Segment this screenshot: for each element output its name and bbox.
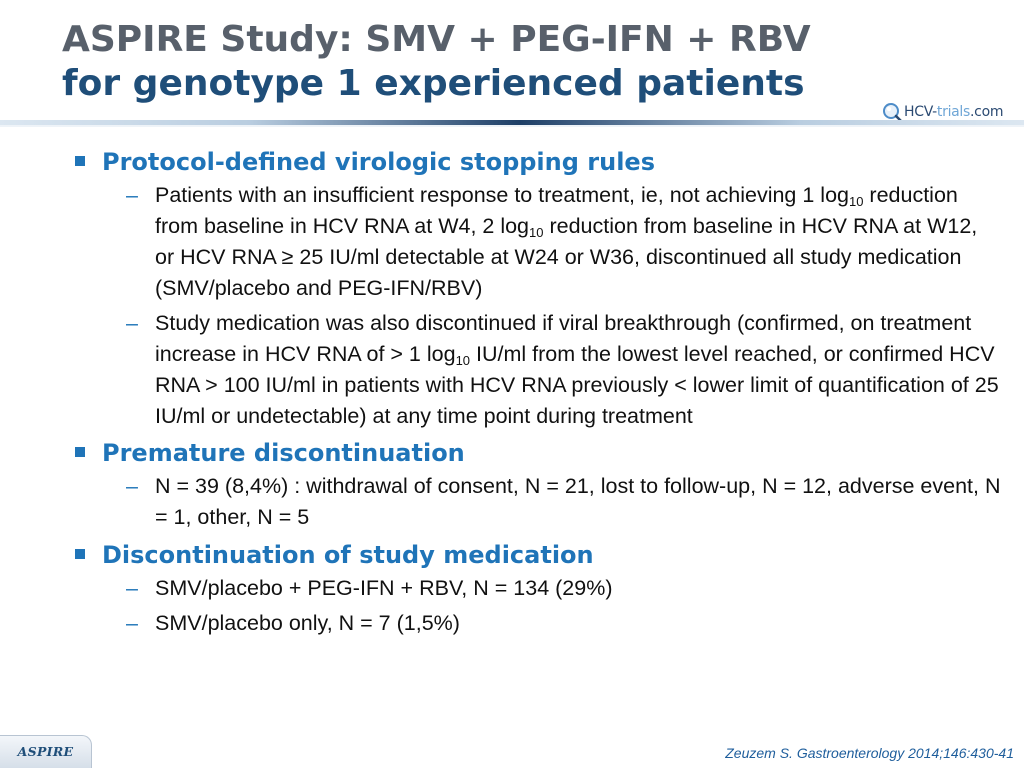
bullet-heading: Premature discontinuation <box>102 439 465 467</box>
text-run: reduction from baseline in HCV RNA at W12, or HCV RNA ≥ 25 IU/ml detectable at W24 or W36, discontinued all study medication (SMV/placebo and PEG-IFN/RBV) <box>155 214 978 300</box>
bullet-medication-discontinuation <box>72 538 1002 572</box>
bullet-square-icon <box>75 156 85 166</box>
study-badge <box>0 735 92 768</box>
text-run: Study medication was also discontinued if viral breakthrough (confirmed, on treatment increase in HCV RNA of > 1 log <box>155 311 972 366</box>
subscript-10: 10 <box>529 225 544 240</box>
logo-text-prefix: HCV- <box>904 104 937 120</box>
sub-bullet-text <box>155 311 999 428</box>
dash-marker: – <box>126 576 138 600</box>
header-divider-highlight <box>0 125 1024 127</box>
citation: Zeuzem S. Gastroenterology 2014;146:430-41 <box>725 745 1014 761</box>
sub-bullet-insufficient-response <box>72 180 1002 304</box>
title-line-2: for genotype 1 experienced patients <box>62 63 805 104</box>
bullet-heading: Protocol-defined virologic stopping rules <box>102 148 655 176</box>
subscript-10: 10 <box>848 194 864 209</box>
logo-text <box>904 102 1003 122</box>
sub-bullet-text: N = 39 (8,4%) : withdrawal of consent, N = 21, lost to follow-up, N = 12, adverse event, N = 1, other, N = 5 <box>155 474 1001 529</box>
logo-text-suffix: .com <box>970 104 1004 120</box>
subscript-10: 10 <box>455 353 471 368</box>
bullet-stopping-rules <box>72 145 1002 179</box>
dash-marker: – <box>126 183 138 207</box>
text-run: Patients with an insufficient response to treatment, ie, not achieving 1 log <box>155 183 849 207</box>
bullet-square-icon <box>75 447 85 457</box>
logo-text-trials: trials <box>936 104 971 120</box>
study-badge-label: ASPIRE <box>17 744 74 759</box>
text-run: reduction from baseline in HCV RNA at W4, 2 log <box>155 183 958 238</box>
sub-bullet-text: SMV/placebo + PEG-IFN + RBV, N = 134 (29%) <box>155 576 613 600</box>
bullet-square-icon <box>75 549 85 559</box>
dash-marker: – <box>126 474 138 498</box>
title-line-1: ASPIRE Study: SMV + PEG-IFN + RBV <box>62 19 811 60</box>
sub-bullet-text: SMV/placebo only, N = 7 (1,5%) <box>155 611 460 635</box>
sub-bullet-placebo-only <box>72 608 1002 639</box>
bullet-heading: Discontinuation of study medication <box>102 541 594 569</box>
sub-bullet-discontinuation-counts <box>72 471 1002 533</box>
bullet-premature-discontinuation <box>72 436 1002 470</box>
slide-title <box>62 18 811 106</box>
dash-marker: – <box>126 311 138 335</box>
magnifier-icon <box>882 102 902 122</box>
sub-bullet-all-medication <box>72 573 1002 604</box>
sub-bullet-viral-breakthrough <box>72 308 1002 432</box>
dash-marker: – <box>126 611 138 635</box>
slide-body <box>72 145 1002 639</box>
sub-bullet-text <box>155 183 977 300</box>
text-run: IU/ml from the lowest level reached, or confirmed HCV RNA > 100 IU/ml in patients with HCV RNA previously < lower limit of quantification of 25 IU/ml or undetectable) at any time point during treatment <box>155 342 999 428</box>
